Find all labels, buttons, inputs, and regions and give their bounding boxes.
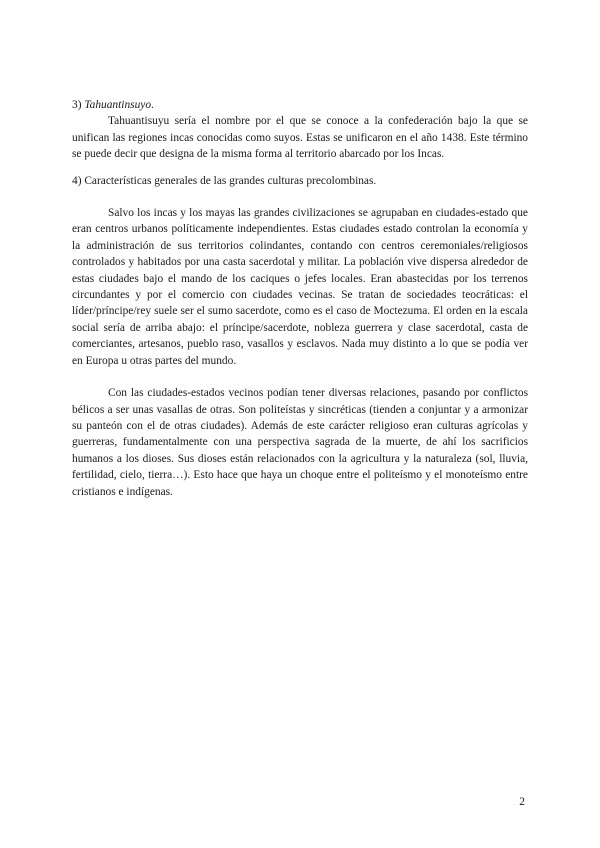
section-4-heading: 4) Características generales de las grandes culturas precolombinas. bbox=[72, 174, 377, 187]
spacer bbox=[72, 369, 528, 385]
spacer bbox=[72, 189, 528, 205]
document-body bbox=[72, 97, 528, 500]
section-4-paragraph-1: Salvo los incas y los mayas las grandes civilizaciones se agrupaban en ciudades-estado que eran centros urbanos políticamente independientes. Estas ciudades estado controlan la economía y la administración de sus territorios colindantes, contando con centros ceremoniales/religiosos controlados y habitados por una casta sacerdotal y militar. La población vive dispersa alrededor de estas ciudades bajo el mando de los caciques o jefes locales. Eran abastecidas por los terrenos circundantes y por el comercio con ciudades vecinas. Se tratan de sociedades teocráticas: el líder/príncipe/rey suele ser el sumo sacerdote, como es el caso de Moctezuma. El orden en la escala social sería de arriba abajo: el príncipe/sacerdote, nobleza guerrera y clase sacerdotal, casta de comerciantes, artesanos, pueblo raso, vasallos y esclavos. Nada muy distinto a lo que se podía ver en Europa u otras partes del mundo. bbox=[72, 207, 528, 367]
page-number: 2 bbox=[519, 796, 525, 808]
section-3-title-suffix: . bbox=[151, 99, 154, 111]
section-3-number: 3) bbox=[72, 99, 85, 111]
section-3-heading bbox=[72, 97, 528, 113]
section-3-paragraph: Tahuantisuyu sería el nombre por el que se conoce a la confederación bajo la que se unifican las regiones incas conocidas como suyos. Estas se unificaron en el año 1438. Este término se puede decir que designa de la misma forma al territorio abarcado por los Incas. bbox=[72, 115, 528, 161]
section-4-paragraph-2: Con las ciudades-estados vecinos podían tener diversas relaciones, pasando por conflictos bélicos a ser unas vasallas de otras. Son politeístas y sincréticas (tienden a conjuntar y a armonizar su panteón con el de otras ciudades). Además de este carácter religioso eran culturas agrícolas y guerreras, fundamentalmente con una perspectiva sagrada de la muerte, de ahí los sacrificios humanos a los dioses. Sus dioses están relacionados con la agricultura y la naturaleza (sol, lluvia, fertilidad, cielo, tierra…). Esto hace que haya un choque entre el politeísmo y el monoteísmo entre cristianos e indígenas. bbox=[72, 387, 528, 498]
section-3-title: Tahuantinsuyo bbox=[84, 99, 152, 111]
